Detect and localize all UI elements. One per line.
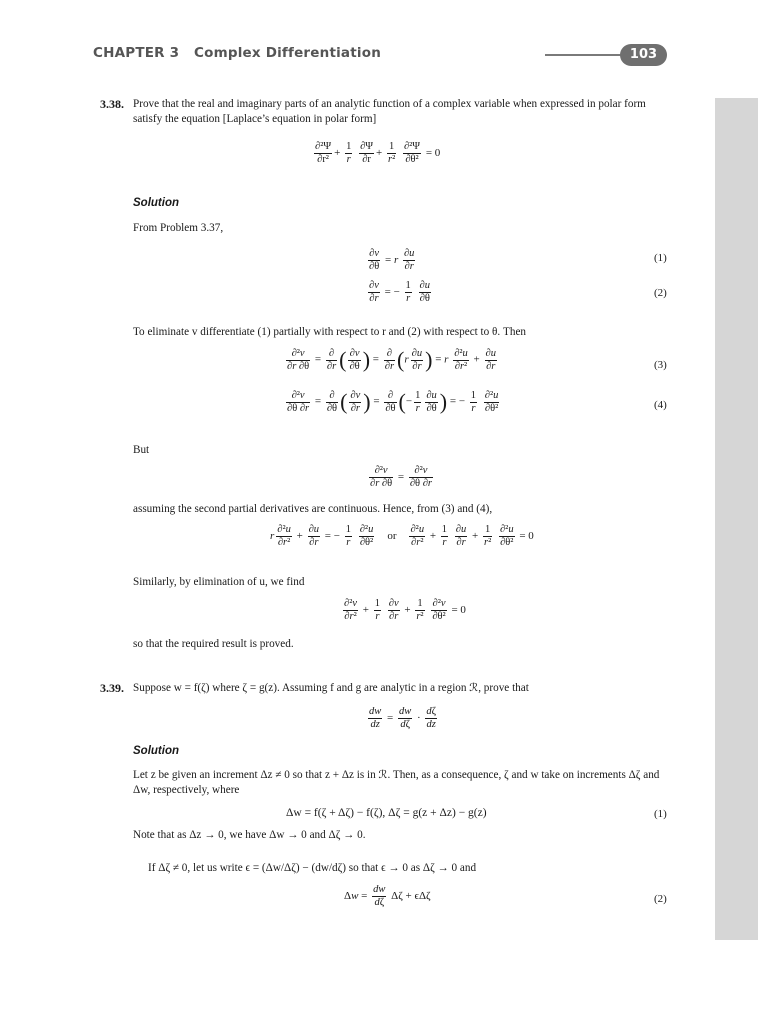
chapter-header	[93, 45, 381, 61]
equation-2: $\frac{\partial v}{\partial r}$ = − $\frac{1}{r}$ $\frac{\partial u}{\partial\theta}$	[369, 280, 430, 304]
chapter-title: Complex Differentiation	[193, 45, 382, 61]
equation-number: (2)	[654, 893, 667, 905]
equation-number: (4)	[654, 399, 667, 411]
header-rule	[545, 54, 630, 56]
laplace-v-equation: $\frac{\text{∂²v}}{\text{∂r²}}$ + $\frac{1}{r}$ $\frac{\partial v}{\partial r}$ + $\frac{1}{\text{r²}}$ $\frac{\text{∂²v}}{\text{∂θ²}}$ = 0	[344, 598, 466, 622]
text-note: Note that as Δz → 0, we have Δw → 0 and Δζ → 0.	[133, 829, 366, 841]
equation-number: (3)	[654, 359, 667, 371]
margin-tab	[715, 98, 758, 940]
chapter-label: CHAPTER 3	[93, 45, 180, 61]
chain-rule-equation: $\frac{dw}{dz}$ = $\frac{dw}{d\zeta}$ · $\frac{d\zeta}{dz}$	[369, 706, 437, 730]
text-but: But	[133, 444, 150, 456]
solution-heading: Solution	[133, 197, 179, 209]
equation-4: $\frac{\text{∂²v}}{\partial\theta \partial r}$ = $\frac{\partial}{\partial\theta}$ ( $\frac{\partial v}{\partial r}$ ) = $\frac{\partial}{\partial\theta}$ (− $\frac{1}{r}$ $\frac{\partial u}{\partial\theta}$ ) = − $\frac{1}{r}$ $\frac{\text{∂²u}}{\text{∂θ²}}$	[287, 389, 499, 414]
equation-1: $\frac{\partial v}{\partial\theta}$ = r $\frac{\partial u}{\partial r}$	[369, 248, 415, 272]
problem-number: 3.39.	[100, 681, 124, 695]
text-if: If Δζ ≠ 0, let us write ϵ = (Δw/Δζ) − (dw/dζ) so that ϵ → 0 as Δζ → 0 and	[148, 862, 477, 874]
equation-number: (1)	[654, 252, 667, 264]
increment-equation: Δw = f(ζ + Δζ) − f(ζ), Δζ = g(z + Δz) − g(z)	[286, 807, 487, 819]
equation-number: (1)	[654, 808, 667, 820]
solution-heading: Solution	[133, 745, 179, 757]
mixed-partials-equal: $\frac{\text{∂²v}}{\partial r \partial\theta}$ = $\frac{\text{∂²v}}{\partial\theta \partial r}$	[370, 465, 432, 489]
problem-number: 3.38.	[100, 97, 124, 111]
page-number-badge: 103	[620, 44, 667, 66]
problem-statement: Prove that the real and imaginary parts of an analytic function of a complex variable when expressed in polar form satisfy the equation [Laplace’s equation in polar form]	[133, 98, 646, 125]
delta-w-equation: Δw = $\frac{dw}{d\zeta}$ Δζ + ϵΔζ	[344, 884, 431, 908]
combined-equation: r $\frac{\text{∂²u}}{\text{∂r²}}$ + $\frac{\partial u}{\partial r}$ = − $\frac{1}{r}$ $\frac{\text{∂²u}}{\text{∂θ²}}$ or $\frac{\text{∂²u}}{\text{∂r²}}$ + $\frac{1}{r}$ $\frac{\partial u}{\partial r}$ + $\frac{1}{\text{r²}}$ $\frac{\text{∂²u}}{\text{∂θ²}}$ = 0	[270, 524, 534, 548]
text-proved: so that the required result is proved.	[133, 638, 294, 650]
laplace-polar-equation: $\frac{\text{∂²Ψ}}{\text{∂r²}}$ + $\frac{1}{r}$ $\frac{\partial\Psi}{\partial r}$ + $\frac{1}{\text{r²}}$ $\frac{\text{∂²Ψ}}{\text{∂θ²}}$ = 0	[315, 141, 441, 165]
or-word: or	[387, 530, 397, 543]
text-from-problem: From Problem 3.37,	[133, 222, 224, 234]
equation-number: (2)	[654, 287, 667, 299]
text-increment: Let z be given an increment Δz ≠ 0 so that z + Δz is in ℛ. Then, as a consequence, ζ and w take on increments Δζ and Δw, respectively, where	[133, 769, 660, 796]
text-similarly: Similarly, by elimination of u, we find	[133, 576, 305, 588]
text-eliminate: To eliminate v differentiate (1) partially with respect to r and (2) with respect to θ. Then	[133, 326, 526, 338]
problem-statement: Suppose w = f(ζ) where ζ = g(z). Assuming f and g are analytic in a region ℛ, prove that	[133, 682, 529, 694]
equation-3: $\frac{\text{∂²v}}{\partial r \partial\theta}$ = $\frac{\partial}{\partial r}$ ( $\frac{\partial v}{\partial\theta}$ ) = $\frac{\partial}{\partial r}$ (r $\frac{\partial u}{\partial r}$ ) = r $\frac{\text{∂²u}}{\text{∂r²}}$ + $\frac{\partial u}{\partial r}$	[287, 347, 496, 372]
text-assuming: assuming the second partial derivatives are continuous. Hence, from (3) and (4),	[133, 503, 493, 515]
